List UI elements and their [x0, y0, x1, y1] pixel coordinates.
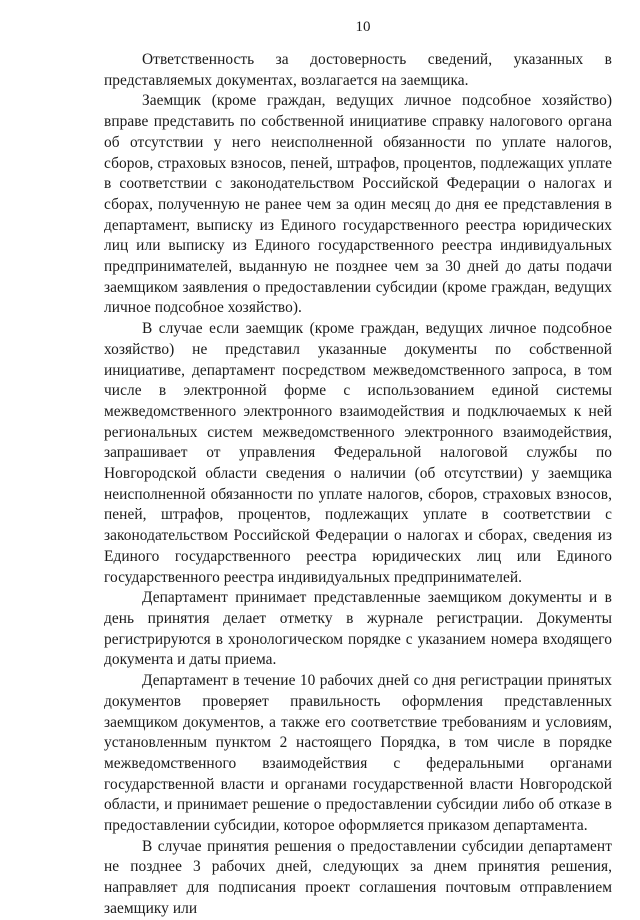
paragraph-review: Департамент в течение 10 рабочих дней со дня регистрации принятых документов проверяет правильность оформления представленных заемщиком документов, а также его соответствие требованиям и условиям, установленным пунктом 2 настоящего Порядка, в том числе в порядке межведомственного взаимодействия с федеральными органами государственной власти и органами государственной власти Новгородской области, и принимает решение о предоставлении субсидии либо об отказе в предоставлении субсидии, которое оформляется приказом департамента. — [104, 672, 612, 835]
paragraph-borrower-certificate: Заемщик (кроме граждан, ведущих личное подсобное хозяйство) вправе представить по собственной инициативе справку налогового органа об отсутствии у него неисполненной обязанности по уплате налогов, сборов, страховых взносов, пеней, штрафов, процентов, подлежащих уплате в соответствии с законодательством Российской Федерации о налогах и сборах, полученную не ранее чем за один месяц до дня ее представления в департамент, выписку из Единого государственного реестра юридических лиц или выписку из Единого государственного реестра индивидуальных предпринимателей, выданную не позднее чем за 30 дней до даты подачи заемщиком заявления о предоставлении субсидии (кроме граждан, ведущих личное подсобное хозяйство). — [104, 92, 612, 317]
page-number: 10 — [355, 19, 371, 35]
paragraph-responsibility: Ответственность за достоверность сведений, указанных в представляемых документах, возлагается на заемщика. — [104, 51, 612, 89]
paragraph-agreement: В случае принятия решения о предоставлении субсидии департамент не позднее 3 рабочих дней, следующих за днем принятия решения, направляет для подписания проект соглашения почтовым отправлением заемщику или — [104, 837, 612, 917]
paragraph-registration: Департамент принимает представленные заемщиком документы и в день принятия делает отметку в журнале регистрации. Документы регистрируются в хронологическом порядке с указанием номера входящего документа и даты приема. — [104, 589, 612, 669]
document-page — [104, 18, 612, 920]
paragraph-interagency-request: В случае если заемщик (кроме граждан, ведущих личное подсобное хозяйство) не представил указанные документы по собственной инициативе, департамент посредством межведомственного запроса, в том числе в электронной форме с использованием единой системы межведомственного электронного взаимодействия и подключаемых к ней региональных систем межведомственного электронного взаимодействия, запрашивает от управления Федеральной налоговой службы по Новгородской области сведения о наличии (об отсутствии) у заемщика неисполненной обязанности по уплате налогов, сборов, страховых взносов, пеней, штрафов, процентов, подлежащих уплате в соответствии с законодательством Российской Федерации о налогах и сборах, сведения из Единого государственного реестра юридических лиц или Единого государственного реестра индивидуальных предпринимателей. — [104, 320, 612, 586]
